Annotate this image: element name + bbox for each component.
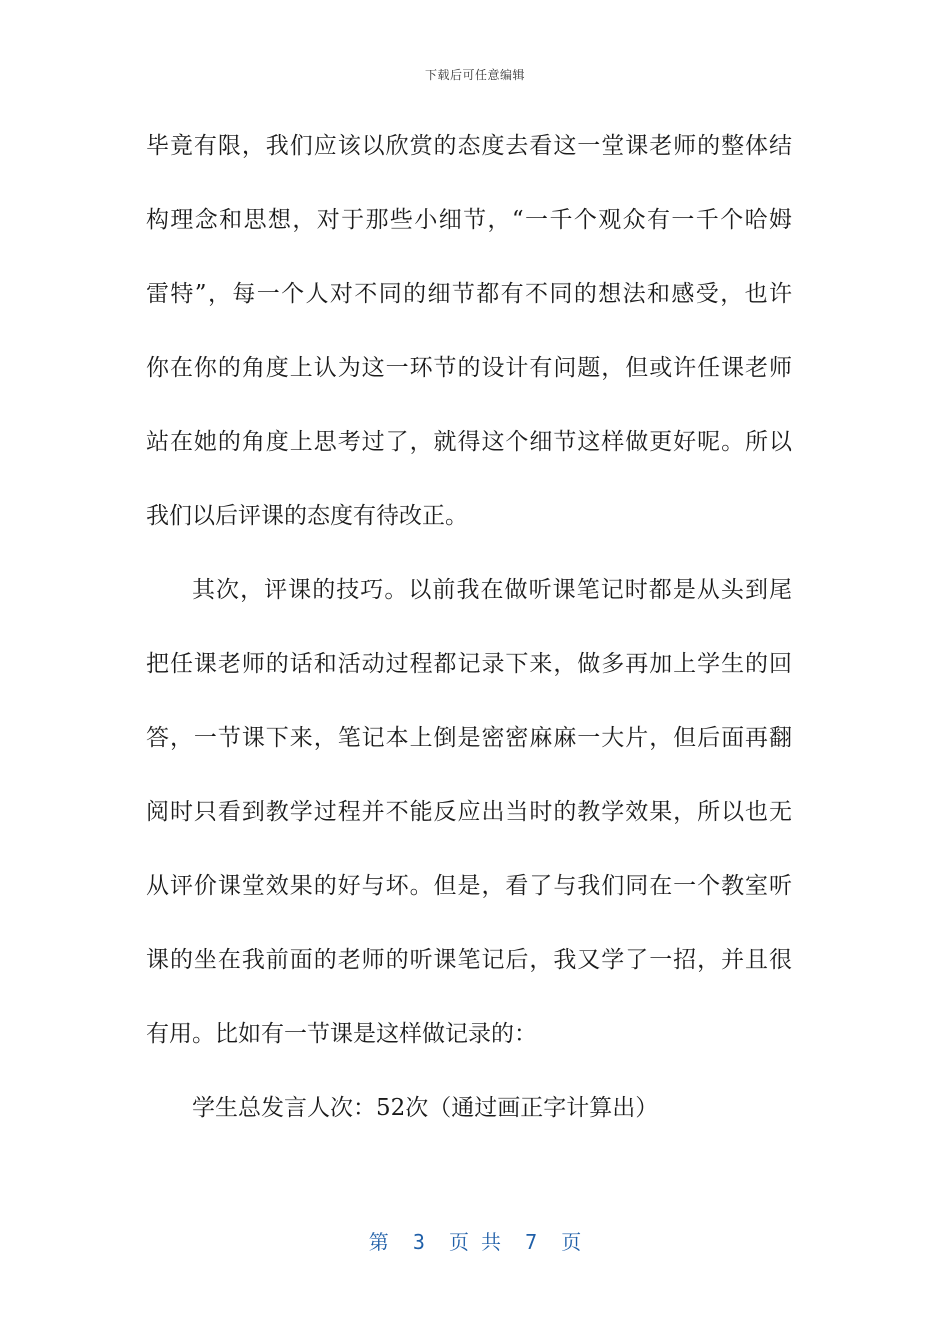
text-line: 你在你的角度上认为这一环节的设计有问题，但或许任课老师 — [146, 355, 792, 381]
page-number: 第 3 页 共 7 页 — [368, 1230, 582, 1254]
paragraph-2 — [146, 562, 792, 1080]
text-line: 站在她的角度上思考过了，就得这个细节这样做更好呢。所以 — [146, 429, 792, 455]
text-line: 有用。比如有一节课是这样做记录的： — [146, 1021, 537, 1047]
header-note: 下载后可任意编辑 — [424, 68, 525, 82]
text-line: 雷特”，每一个人对不同的细节都有不同的想法和感受，也许 — [146, 281, 792, 307]
text-line: 构理念和思想，对于那些小细节，“一千个观众有一千个哈姆 — [146, 207, 792, 233]
text-line: 答，一节课下来，笔记本上倒是密密麻麻一大片，但后面再翻 — [146, 725, 792, 751]
text-line: 课的坐在我前面的老师的听课笔记后，我又学了一招，并且很 — [146, 947, 792, 973]
text-line: 阅时只看到教学过程并不能反应出当时的教学效果，所以也无 — [146, 799, 792, 825]
paragraph-1 — [146, 118, 792, 562]
text-line: 其次，评课的技巧。以前我在做听课笔记时都是从头到尾 — [192, 577, 792, 603]
text-line: 从评价课堂效果的好与坏。但是，看了与我们同在一个教室听 — [146, 873, 792, 899]
text-line: 把任课老师的话和活动过程都记录下来，做多再加上学生的回 — [146, 651, 792, 677]
text-line: 毕竟有限，我们应该以欣赏的态度去看这一堂课老师的整体结 — [146, 133, 792, 159]
paragraph-3 — [146, 1080, 792, 1154]
text-line: 学生总发言人次：52次（通过画正字计算出） — [192, 1095, 659, 1121]
document-body — [146, 118, 792, 1154]
text-line: 我们以后评课的态度有待改正。 — [146, 503, 468, 529]
